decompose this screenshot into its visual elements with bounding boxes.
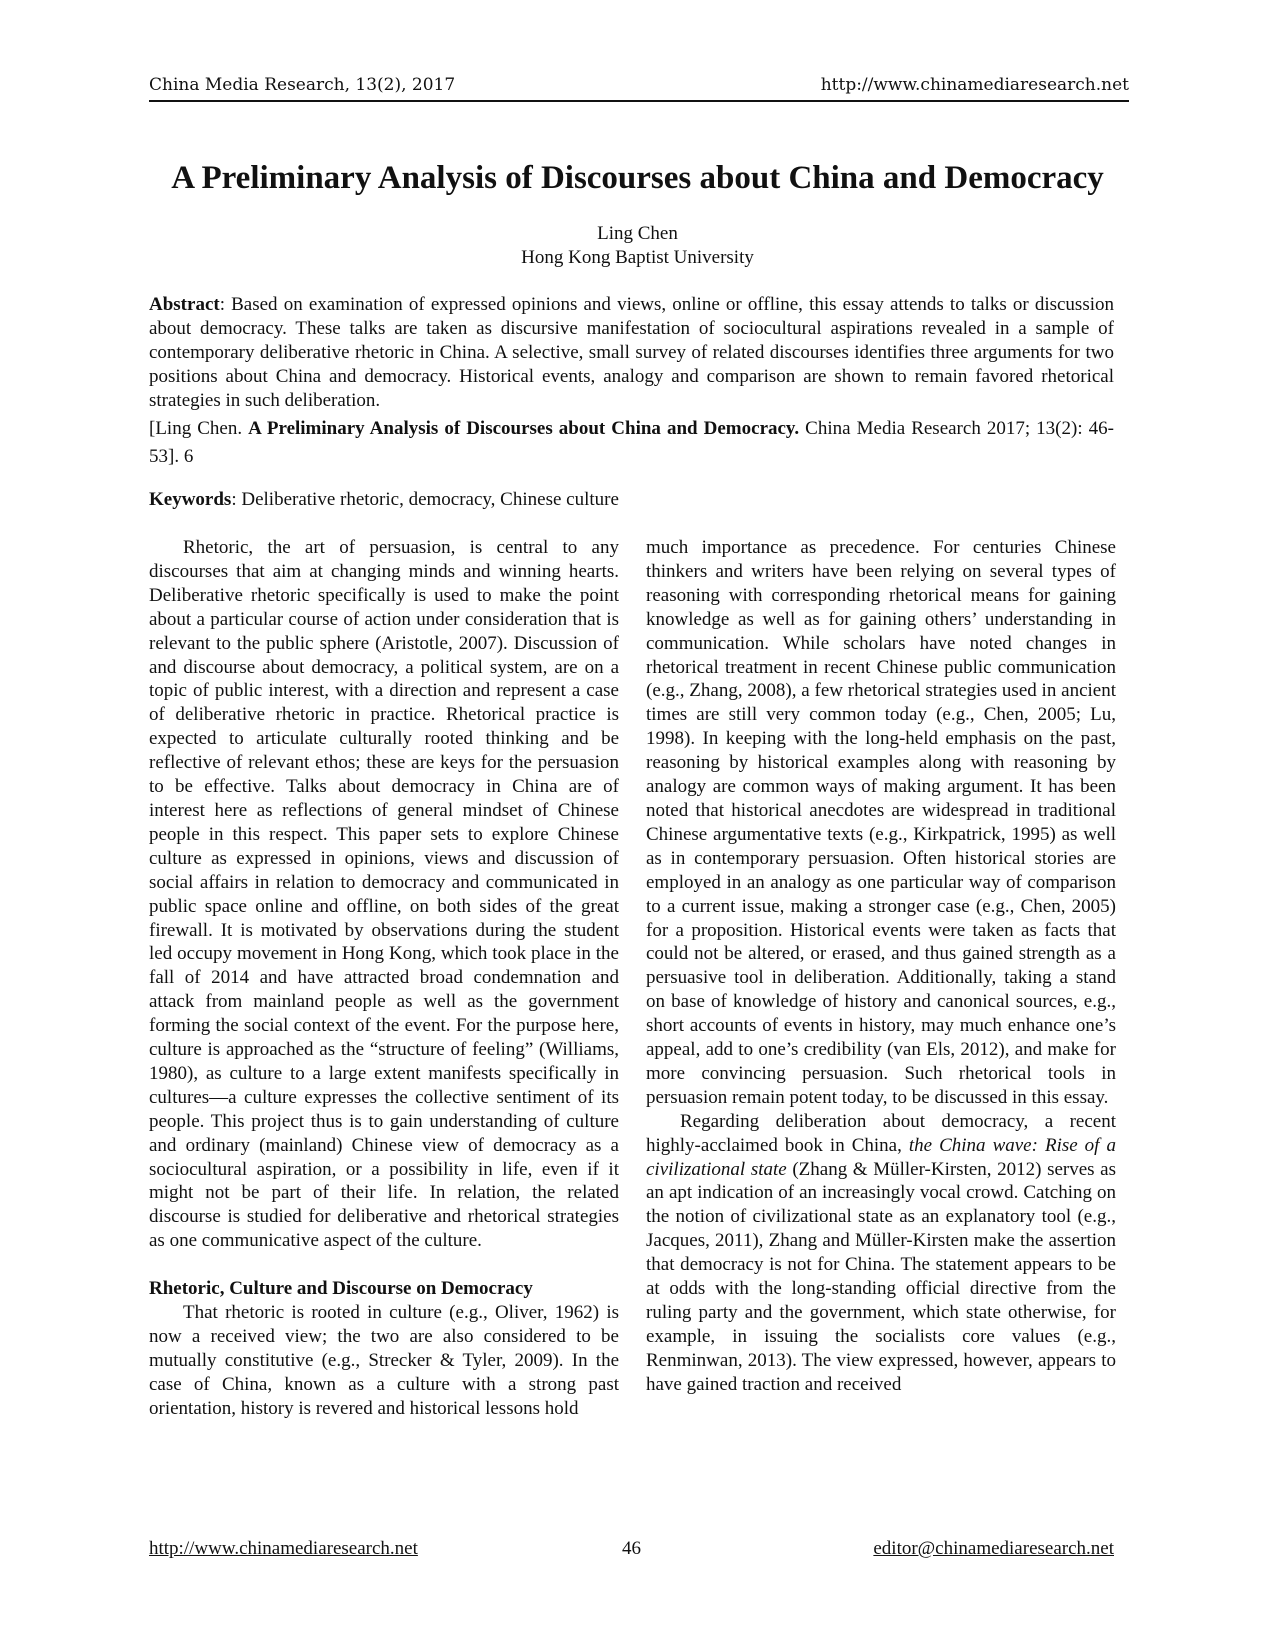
- footer-email-link[interactable]: editor@chinamediaresearch.net: [873, 1538, 1114, 1559]
- citation-title: A Preliminary Analysis of Discourses about China and Democracy.: [248, 418, 800, 439]
- body-paragraph: [646, 1110, 1116, 1397]
- body-column-right: [646, 536, 1116, 1397]
- body-paragraph: much importance as precedence. For centuries Chinese thinkers and writers have been relying on several types of reasoning with corresponding rhetorical means for gaining knowledge as well as for gaining others’ understanding in communication. While scholars have noted changes in rhetorical treatment in recent Chinese public communication (e.g., Zhang, 2008), a few rhetorical strategies used in ancient times are still very common today (e.g., Chen, 2005; Lu, 1998). In keeping with the long-held emphasis on the past, reasoning by historical examples along with reasoning by analogy are common ways of making argument. It has been noted that historical anecdotes are widespread in traditional Chinese argumentative texts (e.g., Kirkpatrick, 1995) as well as in contemporary persuasion. Often historical stories are employed in an analogy as one particular way of comparison to a current issue, making a stronger case (e.g., Chen, 2005) for a proposition. Historical events were taken as facts that could not be altered, or erased, and thus gained strength as a persuasive tool in deliberation. Additionally, taking a stand on base of knowledge of history and canonical sources, e.g., short accounts of events in history, may much enhance one’s appeal, add to one’s credibility (van Els, 2012), and make for more convincing persuasion. Such rhetorical tools in persuasion remain potent today, to be discussed in this essay.: [646, 537, 1116, 1108]
- keywords-label: Keywords: [149, 489, 232, 510]
- abstract-label: Abstract: [149, 294, 220, 315]
- page-footer: [149, 1538, 1114, 1564]
- paragraph-text: Regarding deliberation about democracy, a recent highly-acclaimed book in China,: [646, 1110, 1116, 1156]
- keywords-text: : Deliberative rhetoric, democracy, Chinese culture: [231, 489, 619, 510]
- journal-citation: China Media Research, 13(2), 2017: [149, 75, 456, 95]
- abstract: [149, 293, 1114, 413]
- body-paragraph: That rhetoric is rooted in culture (e.g., Oliver, 1962) is now a received view; the two are also considered to be mutually constitutive (e.g., Strecker & Tyler, 2009). In the case of China, known as a culture with a strong past orientation, history is revered and historical lessons hold: [149, 1302, 619, 1419]
- running-header: [149, 74, 1129, 102]
- body-paragraph: Rhetoric, the art of persuasion, is central to any discourses that aim at changing minds and winning hearts. Deliberative rhetoric specifically is used to make the point about a particular course of action under consideration that is relevant to the public sphere (Aristotle, 2007). Discussion of and discourse about democracy, a political system, are on a topic of public interest, with a direction and represent a case of deliberative rhetoric in practice. Rhetorical practice is expected to articulate culturally rooted thinking and be reflective of relevant ethos; these are keys for the persuasion to be effective. Talks about democracy in China are of interest here as reflections of general mindset of Chinese people in this respect. This paper sets to explore Chinese culture as expressed in opinions, views and discussion of social affairs in relation to democracy and communicated in public space online and offline, on both sides of the great firewall. It is motivated by observations during the student led occupy movement in Hong Kong, which took place in the fall of 2014 and have attracted broad condemnation and attack from mainland people as well as the government forming the social context of the event. For the purpose here, culture is approached as the “structure of feeling” (Williams, 1980), as culture to a large extent manifests specifically in cultures—a culture expresses the collective sentiment of its people. This project thus is to gain understanding of culture and ordinary (mainland) Chinese view of democracy as a sociocultural aspiration, or a possibility in life, even if it might not be part of their life. In relation, the related discourse is studied for deliberative and rhetorical strategies as one communicative aspect of the culture.: [149, 537, 619, 1252]
- author-name: Ling Chen: [597, 223, 678, 244]
- keywords: [149, 488, 1114, 512]
- paper-title: A Preliminary Analysis of Discourses about China and Democracy: [171, 160, 1104, 196]
- author-affiliation: Hong Kong Baptist University: [521, 247, 754, 268]
- citation-suffix: China Media Research 2017; 13(2): 46-53]. 6: [149, 418, 1114, 467]
- citation: [149, 415, 1114, 471]
- citation-prefix: [Ling Chen.: [149, 418, 249, 439]
- paragraph-text: (Zhang & Müller-Kirsten, 2012) serves as an apt indication of an increasingly vocal crowd. Catching on the notion of civilizational state as an explanatory tool (e.g., Jacques, 2011), Zhang and Müller-Kirsten make the assertion that democracy is not for China. The statement appears to be at odds with the long-standing official directive from the ruling party and the government, which state otherwise, for example, in issuing the socialists core values (e.g., Renminwan, 2013). The view expressed, however, appears to have gained traction and received: [646, 1158, 1116, 1395]
- page-number: 46: [622, 1538, 641, 1559]
- section-heading: Rhetoric, Culture and Discourse on Democracy: [149, 1278, 533, 1300]
- body-column-left: [149, 536, 619, 1421]
- footer-website-link[interactable]: http://www.chinamediaresearch.net: [149, 1538, 418, 1559]
- book-title: the China wave: Rise of a civilizational state: [646, 1134, 1116, 1180]
- journal-url: http://www.chinamediaresearch.net: [820, 75, 1129, 95]
- abstract-text: : Based on examination of expressed opinions and views, online or offline, this essay attends to talks or discussion about democracy. These talks are taken as discursive manifestation of sociocultural aspirations revealed in a sample of contemporary deliberative rhetoric in China. A selective, small survey of related discourses identifies three arguments for two positions about China and democracy. Historical events, analogy and comparison are shown to remain favored rhetorical strategies in such deliberation.: [149, 294, 1114, 411]
